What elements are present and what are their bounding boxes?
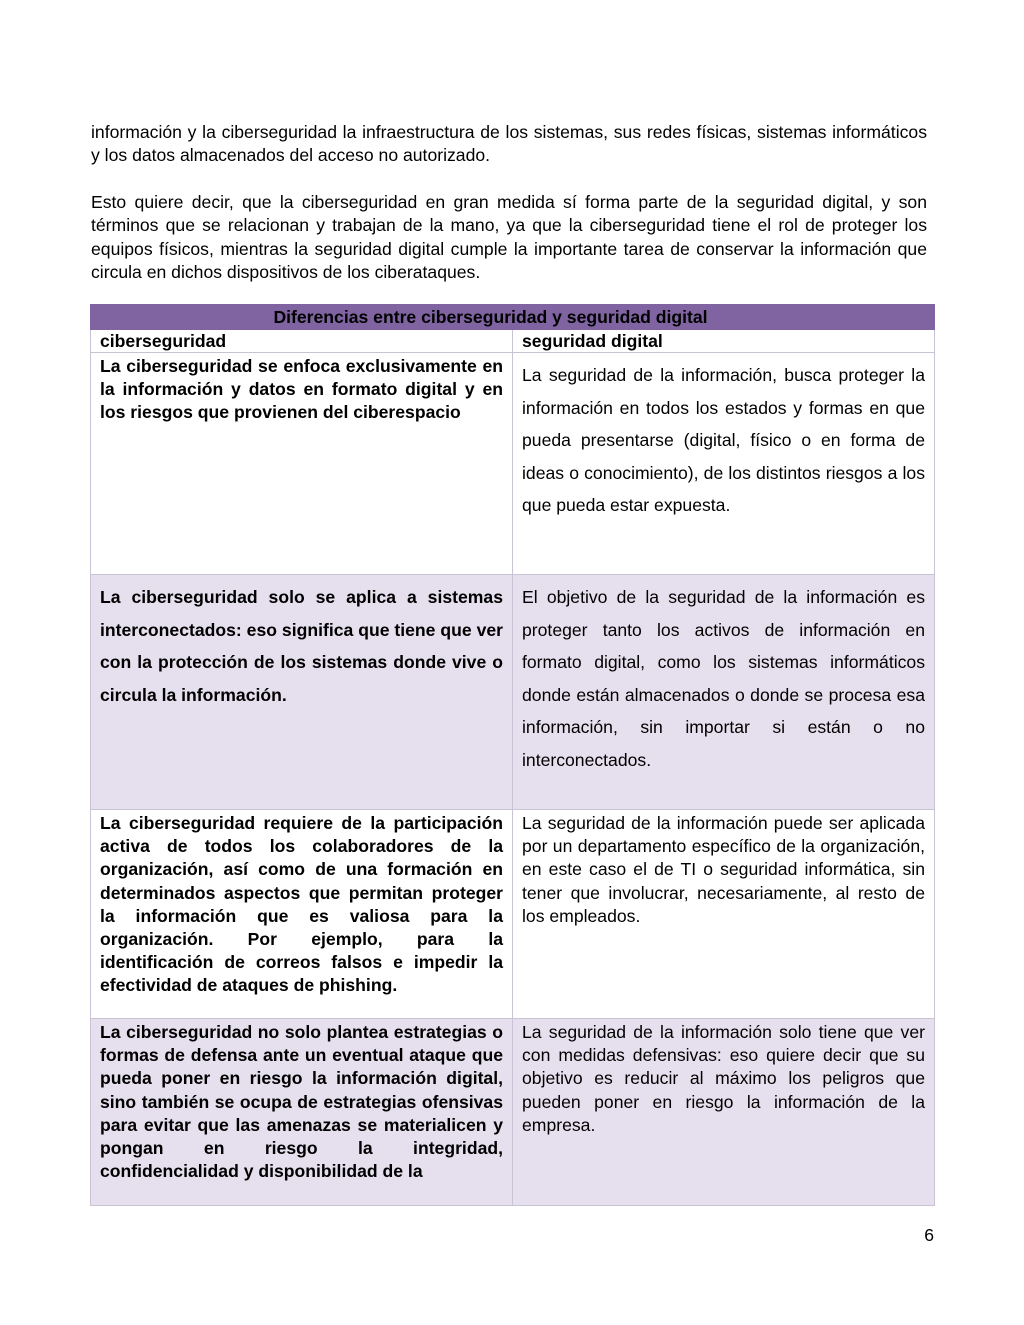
cell-seguridad-digital: La seguridad de la información solo tiene que ver con medidas defensivas: eso quiere decir que su objetivo es reducir al máximo los peligros que pueden poner en riesgo la información de la empresa. — [513, 1019, 935, 1206]
table-title — [91, 305, 935, 330]
header-seguridad-digital: seguridad digital — [513, 330, 935, 353]
body-paragraph-2: Esto quiere decir, que la ciberseguridad en gran medida sí forma parte de la seguridad digital, y son términos que se relacionan y trabajan de la mano, ya que la ciberseguridad tiene el rol de proteger los equipos físicos, mientras la seguridad digital cumple la importante tarea de conservar la información que circula en dichos dispositivos de los ciberataques. — [91, 192, 927, 282]
cell-seguridad-digital: El objetivo de la seguridad de la información es proteger tanto los activos de información en formato digital, como los sistemas informáticos donde están almacenados o donde se procesa esa información, sin importar si están o no interconectados. — [513, 575, 935, 810]
table-title-text: Diferencias entre ciberseguridad y seguridad digital — [273, 307, 708, 327]
cell-ciberseguridad — [91, 1019, 513, 1206]
table-header-row — [91, 330, 935, 353]
page-number: 6 — [924, 1225, 934, 1245]
cell-ciberseguridad: La ciberseguridad requiere de la participación activa de todos los colaboradores de la organización, así como de una formación en determinados aspectos que permitan proteger la información que es valiosa para la organización. Por ejemplo, para la identificación de correos falsos e impedir la efectividad de ataques de phishing. — [91, 810, 513, 1019]
table-row — [91, 575, 935, 810]
table-row — [91, 353, 935, 575]
cell-text: La ciberseguridad no solo plantea estrategias o formas de defensa ante un eventual ataque que pueda poner en riesgo la información digital, sino también se ocupa de estrategias ofensivas para evitar que las amenazas se materialicen y pongan en riesgo la integridad, confidencialidad y disponibilidad de la — [100, 1022, 503, 1182]
cell-seguridad-digital: La seguridad de la información puede ser aplicada por un departamento específico de la organización, en este caso el de TI o seguridad informática, sin tener que involucrar, necesariamente, al resto de los empleados. — [513, 810, 935, 1019]
body-paragraph-1: información y la ciberseguridad la infraestructura de los sistemas, sus redes físicas, sistemas informáticos y los datos almacenados del acceso no autorizado. — [91, 122, 927, 166]
cell-ciberseguridad: La ciberseguridad solo se aplica a sistemas interconectados: eso significa que tiene que ver con la protección de los sistemas donde vive o circula la información. — [91, 575, 513, 810]
comparison-table — [90, 304, 935, 1206]
cell-ciberseguridad: La ciberseguridad se enfoca exclusivamente en la información y datos en formato digital y en los riesgos que provienen del ciberespacio — [91, 353, 513, 575]
cell-seguridad-digital: La seguridad de la información, busca proteger la información en todos los estados y formas en que pueda presentarse (digital, físico o en forma de ideas o conocimiento), de los distintos riesgos a los que pueda estar expuesta. — [513, 353, 935, 575]
table-title-row — [91, 305, 935, 330]
table-row — [91, 1019, 935, 1206]
table-row — [91, 810, 935, 1019]
header-ciberseguridad: ciberseguridad — [91, 330, 513, 353]
